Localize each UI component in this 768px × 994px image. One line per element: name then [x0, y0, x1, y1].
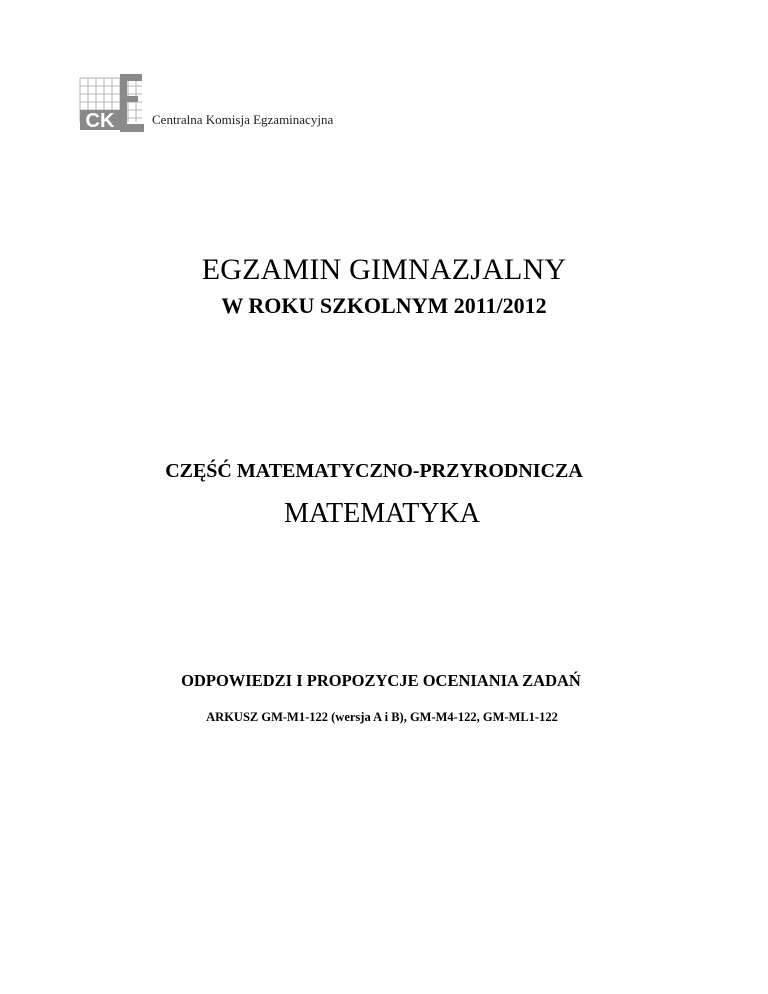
document-heading: ODPOWIEDZI I PROPOZYCJE OCENIANIA ZADAŃ	[181, 671, 581, 690]
logo-letters: CK	[85, 110, 115, 132]
subject-title: MATEMATYKA	[284, 498, 480, 529]
cke-grid-logo-icon	[76, 74, 158, 134]
school-year: W ROKU SZKOLNYM 2011/2012	[221, 293, 547, 318]
exam-title: EGZAMIN GIMNAZJALNY	[201, 253, 567, 286]
exam-part: CZĘŚĆ MATEMATYCZNO-PRZYRODNICZA	[165, 460, 583, 482]
sheet-identifiers: ARKUSZ GM-M1-122 (wersja A i B), GM-M4-122, GM-ML1-122	[206, 710, 558, 724]
cke-logo	[76, 74, 158, 134]
organization-name: Centralna Komisja Egzaminacyjna	[152, 112, 334, 127]
